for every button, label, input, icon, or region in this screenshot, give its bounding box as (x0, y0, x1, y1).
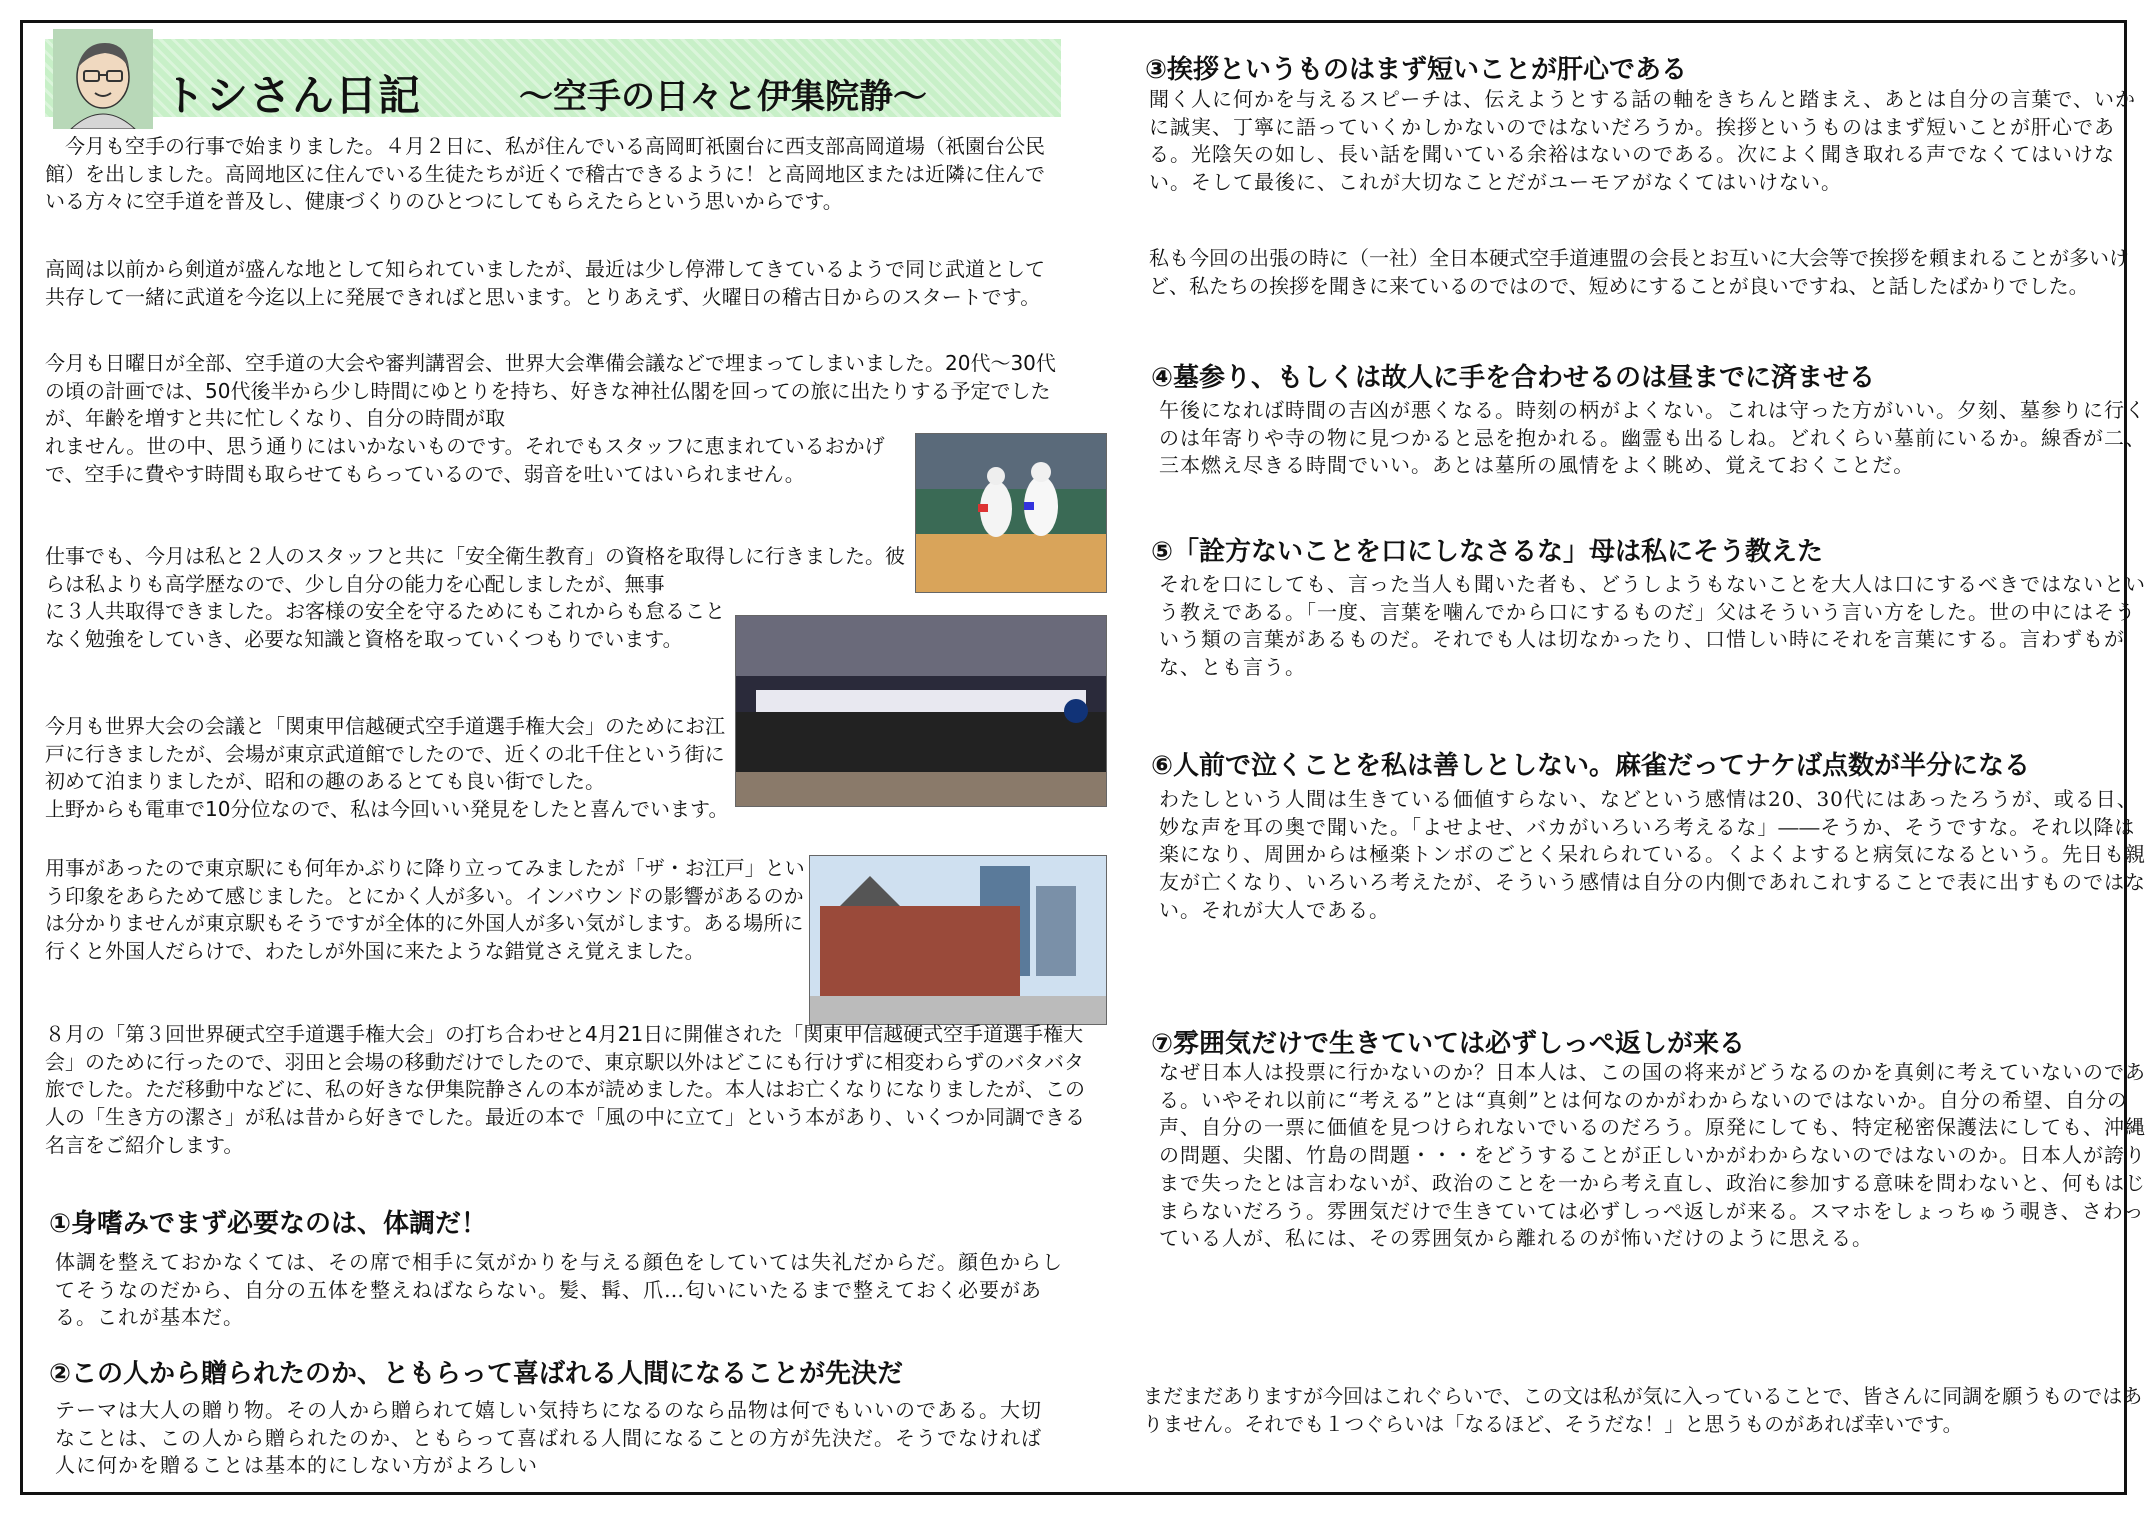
page-subtitle: ～空手の日々と伊集院静～ (519, 77, 927, 117)
diary-paragraph: 仕事でも、今月は私と２人のスタッフと共に「安全衛生教育」の資格を取得しに行きました。彼らは私よりも高学歴なので、少し自分の能力を心配しましたが、無事 (45, 544, 905, 596)
author-avatar-icon (53, 29, 153, 129)
commentary-3: 私も今回の出張の時に（一社）全日本硬式空手道連盟の会長とお互いに大会等で挨拶を頼まれることが多いけど、私たちの挨拶を聞きに来ているのではので、短めにすることが良いですね、と話したばかりでした。 (1149, 246, 2129, 298)
diary-paragraph: 今月も空手の行事で始まりました。４月２日に、私が住んでいる高岡町祇園台に西支部高岡道場（祇園台公民館）を出しました。高岡地区に住んでいる生徒たちが近くで稽古できるように！と高岡地区または近隣に住んでいる方々に空手道を普及し、健康づくりのひとつにしてもらえたらという思いからです。 (45, 134, 1045, 214)
diary-paragraph: に３人共取得できました。お客様の安全を守るためにもこれからも怠ることなく勉強をしていき、必要な知識と資格を取っていくつもりでいます。 (45, 599, 725, 651)
closing-paragraph: まだまだありますが今回はこれぐらいで、この文は私が気に入っていることで、皆さんに同調を願うものではありません。それでも１つぐらいは「なるほど、そうだな！」と思うものがあれば幸いです。 (1143, 1384, 2143, 1436)
quote-heading-5: ⑤「詮方ないことを口にしなさるな」母は私にそう教えた (1151, 537, 1824, 567)
diary-paragraph: ８月の「第３回世界硬式空手道選手権大会」の打ち合わせと4月21日に開催された「関東甲信越硬式空手道選手権大会」のために行ったので、羽田と会場の移動だけでしたので、東京駅以外はどこにも行けずに相変わらずのバタバタ旅でした。ただ移動中などに、私の好きな伊集院静さんの本が読めました。本人はお亡くなりになりましたが、この人の「生き方の潔さ」が私は昔から好きでした。最近の本で「風の中に立て」という本があり、いくつか同調できる名言をご紹介します。 (45, 1022, 1085, 1157)
quote-text-6: わたしという人間は生きている価値すらない、などという感情は20、30代にはあったろうが、或る日、妙な声を耳の奥で聞いた。「よせよせ、バカがいろいろ考えるな」――そうか、そうですな。それ以降は楽になり、周囲からは極楽トンボのごとく呆れられている。くよくよすると病気になるという。先日も親友が亡くなり、いろいろ考えたが、そういう感情は自分の内側であれこれすることで表に出すものではない。それが大人である。 (1159, 787, 2146, 922)
diary-paragraph: 用事があったので東京駅にも何年かぶりに降り立ってみましたが「ザ・お江戸」という印象をあらためて感じました。とにかく人が多い。インバウンドの影響があるのかは分かりませんが東京駅もそうですが全体的に外国人が多い気がします。ある場所に行くと外国人だらけで、わたしが外国に来たような錯覚さえ覚えました。 (45, 856, 805, 964)
quote-heading-1: ①身嗜みでまず必要なのは、体調だ！ (49, 1209, 488, 1239)
diary-paragraph: 上野からも電車で10分位なので、私は今回いい発見をしたと喜んでいます。 (45, 797, 729, 821)
quote-heading-2: ②この人から贈られたのか、ともらって喜ばれる人間になることが先決だ (49, 1359, 904, 1389)
tokyo-station-photo (809, 855, 1107, 1025)
quote-heading-6: ⑥人前で泣くことを私は善しとしない。麻雀だってナケば点数が半分になる (1151, 751, 2030, 781)
page-frame (20, 20, 2146, 1495)
quote-text-7: なぜ日本人は投票に行かないのか？日本人は、この国の将来がどうなるのかを真剣に考えていないのである。いやそれ以前に“考える”とは“真剣”とは何なのかがわからないのではないか。自分の希望、自分の声、自分の一票に価値を見つけられないでいるのだろう。原発にしても、特定秘密保護法にしても、沖縄の問題、尖閣、竹島の問題・・・をどうすることが正しいかがわからないのではないのか。日本人が誇りまで失ったとは言わないが、政治のことを一から考え直し、政治に参加する意味を問わないと、何もはじまらないだろう。雰囲気だけで生きていては必ずしっぺ返しが来る。スマホをしょっちゅう覗き、さわっている人が、私には、その雰囲気から離れるのが怖いだけのように思える。 (1159, 1060, 2146, 1251)
quote-heading-7: ⑦雰囲気だけで生きていては必ずしっぺ返しが来る (1151, 1029, 1746, 1059)
diary-paragraph: れません。世の中、思う通りにはいかないものです。それでもスタッフに恵まれているおかげで、空手に費やす時間も取らせてもらっているので、弱音を吐いてはいられません。 (45, 434, 885, 486)
quote-text-4: 午後になれば時間の吉凶が悪くなる。時刻の柄がよくない。これは守った方がいい。夕刻、墓参りに行くのは年寄りや寺の物に見つかると忌を抱かれる。幽霊も出るしね。どれくらい墓前にいるか。線香が二、三本燃え尽きる時間でいい。あとは墓所の風情をよく眺め、覚えておくことだ。 (1159, 398, 2146, 478)
quote-text-3: 聞く人に何かを与えるスピーチは、伝えようとする話の軸をきちんと踏まえ、あとは自分の言葉で、いかに誠実、丁寧に語っていくかしかないのではないだろうか。挨拶というものはまず短いことが肝心である。光陰矢の如し、長い話を聞いている余裕はないのである。次によく聞き取れる声でなくてはいけない。そして最後に、これが大切なことだがユーモアがなくてはいけない。 (1149, 87, 2136, 195)
karate-match-photo (915, 433, 1107, 593)
quote-text-2: テーマは大人の贈り物。その人から贈られて嬉しい気持ちになるのなら品物は何でもいいのである。大切なことは、この人から贈られたのか、ともらって喜ばれる人間になることの方が先決だ。そうでなければ人に何かを贈ることは基本的にしない方がよろしい (55, 1398, 1042, 1478)
group-photo (735, 615, 1107, 807)
page-title: トシさん日記 (163, 71, 422, 120)
diary-paragraph: 今月も世界大会の会議と「関東甲信越硬式空手道選手権大会」のためにお江戸に行きましたが、会場が東京武道館でしたので、近くの北千住という街に初めて泊まりましたが、昭和の趣のあるとても良い街でした。 (45, 714, 725, 794)
quote-text-1: 体調を整えておかなくては、その席で相手に気がかりを与える顔色をしていては失礼だからだ。顔色からしてそうなのだから、自分の五体を整えねばならない。髪、髯、爪…匂いにいたるまで整えておく必要がある。これが基本だ。 (55, 1250, 1063, 1330)
quote-text-5: それを口にしても、言った当人も聞いた者も、どうしようもないことを大人は口にするべきではないという教えである。「一度、言葉を噛んでから口にするものだ」父はそういう言い方をした。世の中にはそういう類の言葉があるものだ。それでも人は切なかったり、口惜しい時にそれを言葉にする。言わずもがな、とも言う。 (1159, 572, 2146, 680)
quote-heading-4: ④墓参り、もしくは故人に手を合わせるのは昼までに済ませる (1151, 363, 1876, 393)
diary-paragraph: 高岡は以前から剣道が盛んな地として知られていましたが、最近は少し停滞してきているようで同じ武道として共存して一緒に武道を今迄以上に発展できればと思います。とりあえず、火曜日の稽古日からのスタートです。 (45, 257, 1045, 309)
quote-heading-3: ③挨拶というものはまず短いことが肝心である (1145, 55, 1688, 85)
diary-paragraph: 今月も日曜日が全部、空手道の大会や審判講習会、世界大会準備会議などで埋まってしまいました。20代～30代の頃の計画では、50代後半から少し時間にゆとりを持ち、好きな神社仏閣を回っての旅に出たりする予定でしたが、年齢を増すと共に忙しくなり、自分の時間が取 (45, 351, 1056, 431)
